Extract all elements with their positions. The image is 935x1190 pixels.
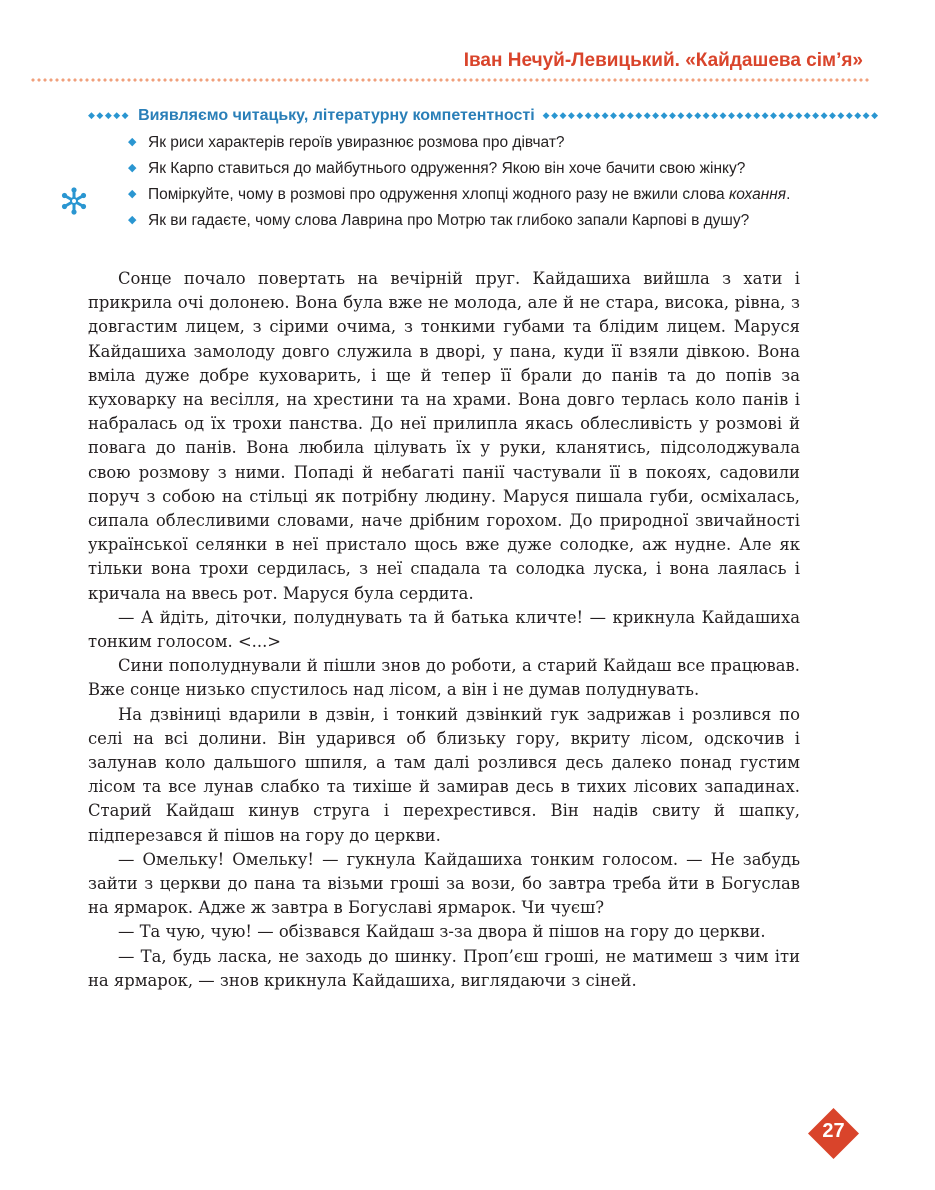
story-text (88, 267, 800, 993)
story-paragraph: Сонце почало повертать на вечірній пруг. Кайдашиха вийшла з хати і прикрила очі долонею. Вона була вже не молода, але й не стара, висока, рівна, з довгастим лицем, з сірими очима, з тонкими губами та блідим лицем. Маруся Кайдашиха замолоду довго служила в дворі, у пана, куди її взяли дівкою. Вона вміла дуже добре куховарить, і ще й тепер її брали до панів та до попів за куховарку на весілля, на хрестини та на храми. Вона довго терлась коло панів і набралась од їх трохи панства. До неї прилипла якась облесливість у розмові й повага до панів. Вона любила цілувать їх у руки, кланятись, підсолоджувала свою розмову з ними. Попаді й небагаті панії частували її в покоях, садовили поруч з собою на стільці як потрібну людину. Маруся пишала губи, осміхалась, сипала облесливими словами, наче дрібним горохом. До природної звичайності української селянки в неї пристало щось вже дуже солодке, аж нудне. Але як тільки вона трохи сердилась, з неї спадала та солодка луска, і вона лаялась і кричала на ввесь рот. Маруся була сердита. (88, 269, 800, 603)
left-diamond-ornament: ◆◆◆◆◆ (88, 111, 131, 121)
question-item (126, 157, 816, 180)
snowflake-icon (60, 187, 88, 215)
diamond-bullet-icon: ◆ (128, 188, 137, 200)
section-title: Виявляємо читацьку, літературну компетентності (138, 107, 535, 124)
story-paragraph: — Омельку! Омельку! — гукнула Кайдашиха тонким голосом. — Не забудь зайти з церкви до пана та візьми гроші за вози, бо завтра треба йти в Богуслав на ярмарок. Адже ж завтра в Богуславі ярмарок. Чи чуєш? (88, 849, 800, 918)
question-text: Як Карпо ставиться до майбутнього одруження? Якою він хоче бачити свою жінку? (148, 160, 746, 177)
story-paragraph: Сини пополуднували й пішли знов до роботи, а старий Кайдаш все працював. Вже сонце низько спустилось над лісом, а він і не думав полуднувать. (88, 656, 800, 700)
page-number: 27 (822, 1120, 845, 1142)
story-paragraph: На дзвіниці вдарили в дзвін, і тонкий дзвінкий гук задрижав і розлився по селі на всі долини. Він ударився об близьку гору, вкриту лісом, одскочив і залунав коло дальшого шпиля, а там далі розлився десь далеко понад густим лісом та все лунав слабко та тихіше й замирав десь в тихих лісових западинах. Старий Кайдаш кинув струга і перехрестився. Він надів свиту й шапку, підперезався й пішов на гору до церкви. (88, 704, 800, 845)
question-emphasis: кохання (728, 186, 787, 203)
question-item (126, 209, 816, 232)
story-paragraph: — Та чую, чую! — обізвався Кайдаш з-за двора й пішов на гору до церкви. (118, 922, 766, 942)
story-paragraph: — А йдіть, діточки, полуднувать та й батька кличте! — крикнула Кайдашиха тонким голосом. <...> (88, 607, 800, 652)
section-heading (88, 106, 880, 126)
question-text: Як риси характерів героїв увиразнює розмова про дівчат? (148, 134, 565, 151)
diamond-bullet-icon: ◆ (128, 136, 137, 148)
question-text: Як ви гадаєте, чому слова Лаврина про Мотрю так глибоко запали Карпові в душу? (148, 212, 750, 229)
question-list (126, 131, 816, 235)
question-item (126, 131, 816, 154)
question-tail: . (786, 186, 791, 203)
question-item (126, 183, 816, 206)
question-text: Поміркуйте, чому в розмові про одруження хлопці жодного разу не вжили слова (148, 186, 729, 203)
story-paragraph: — Та, будь ласка, не заходь до шинку. Проп’єш гроші, не матимеш з чим іти на ярмарок, — знов крикнула Кайдашиха, виглядаючи з сіней. (88, 946, 800, 990)
diamond-bullet-icon: ◆ (128, 162, 137, 174)
header-dotted-divider (30, 78, 870, 82)
diamond-bullet-icon: ◆ (128, 214, 137, 226)
right-diamond-ornament: ◆◆◆◆◆◆◆◆◆◆◆◆◆◆◆◆◆◆◆◆◆◆◆◆◆◆◆◆◆◆◆◆◆◆◆◆◆◆◆◆ (542, 111, 880, 121)
running-header-title: Іван Нечуй-Левицький. «Кайдашева сім’я» (463, 50, 863, 71)
